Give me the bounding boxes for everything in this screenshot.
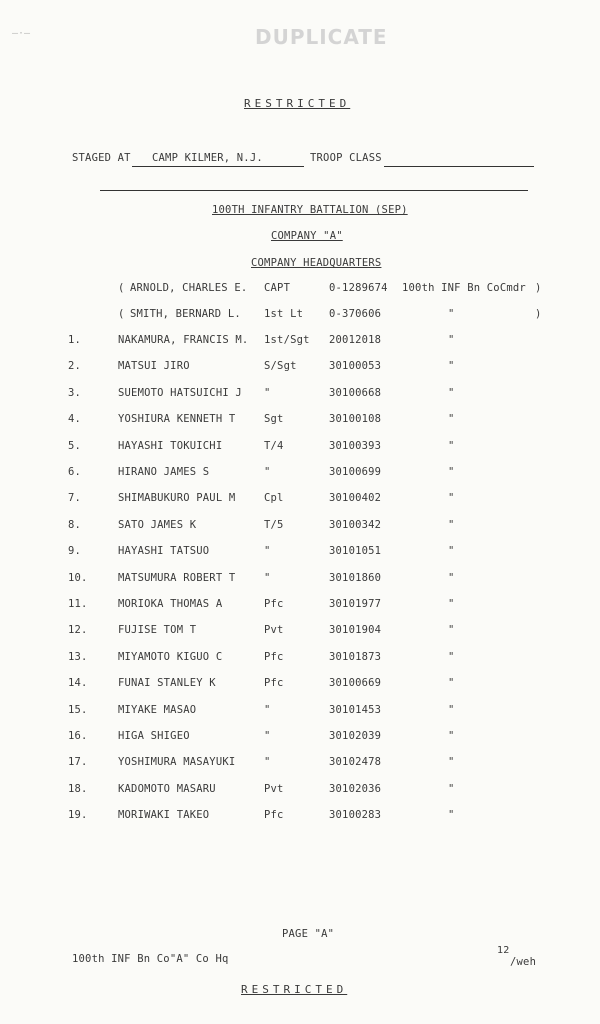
roster-name: MORIOKA THOMAS A: [118, 598, 223, 610]
roster-rank: Pfc: [264, 809, 284, 821]
roster-unit: ": [448, 598, 455, 610]
roster-name: YOSHIURA KENNETH T: [118, 413, 236, 425]
troop-class-underline: [384, 166, 534, 167]
roster-serial: 30100053: [329, 360, 382, 372]
roster-unit: ": [448, 704, 455, 716]
roster-unit: ": [448, 440, 455, 452]
footer-number: 12: [497, 945, 510, 956]
roster-name: MIYAMOTO KIGUO C: [118, 651, 223, 663]
roster-serial: 30100668: [329, 387, 382, 399]
roster-serial: 30101453: [329, 704, 382, 716]
roster-rank: ": [264, 572, 271, 584]
officer-unit: ": [448, 308, 455, 320]
roster-rank: Pfc: [264, 677, 284, 689]
officer-rank: CAPT: [264, 282, 291, 294]
roster-serial: 30101051: [329, 545, 382, 557]
footer-unit: 100th INF Bn Co"A" Co Hq: [72, 953, 229, 965]
roster-serial: 30100283: [329, 809, 382, 821]
roster-number: 11.: [68, 598, 88, 610]
roster-unit: ": [448, 756, 455, 768]
roster-unit: ": [448, 651, 455, 663]
roster-rank: ": [264, 704, 271, 716]
officer-unit: 100th INF Bn CoCmdr: [402, 282, 526, 294]
officer-serial: 0-1289674: [329, 282, 388, 294]
roster-unit: ": [448, 360, 455, 372]
officer-open-paren: (: [118, 282, 125, 294]
roster-serial: 30100393: [329, 440, 382, 452]
roster-name: HIRANO JAMES S: [118, 466, 210, 478]
officer-serial: 0-370606: [329, 308, 382, 320]
roster-rank: 1st/Sgt: [264, 334, 310, 346]
staged-at-label: STAGED AT: [72, 152, 131, 164]
roster-name: HIGA SHIGEO: [118, 730, 190, 742]
stray-mark: —·—: [12, 28, 31, 39]
roster-unit: ": [448, 809, 455, 821]
roster-number: 3.: [68, 387, 82, 399]
roster-serial: 30100108: [329, 413, 382, 425]
roster-name: HAYASHI TOKUICHI: [118, 440, 223, 452]
officer-rank: 1st Lt: [264, 308, 304, 320]
roster-number: 1.: [68, 334, 82, 346]
roster-name: MORIWAKI TAKEO: [118, 809, 210, 821]
roster-number: 4.: [68, 413, 82, 425]
roster-number: 15.: [68, 704, 88, 716]
roster-number: 14.: [68, 677, 88, 689]
roster-name: NAKAMURA, FRANCIS M.: [118, 334, 249, 346]
roster-number: 12.: [68, 624, 88, 636]
staged-at-value: CAMP KILMER, N.J.: [152, 152, 263, 164]
roster-unit: ": [448, 545, 455, 557]
roster-serial: 30102036: [329, 783, 382, 795]
roster-rank: Pvt: [264, 624, 284, 636]
roster-serial: 30102039: [329, 730, 382, 742]
roster-number: 16.: [68, 730, 88, 742]
roster-rank: ": [264, 466, 271, 478]
officer-name: ARNOLD, CHARLES E.: [130, 282, 248, 294]
roster-rank: Cpl: [264, 492, 284, 504]
roster-unit: ": [448, 677, 455, 689]
roster-name: FUNAI STANLEY K: [118, 677, 216, 689]
roster-rank: Pfc: [264, 598, 284, 610]
roster-number: 13.: [68, 651, 88, 663]
roster-unit: ": [448, 730, 455, 742]
section-title: COMPANY HEADQUARTERS: [251, 257, 382, 269]
roster-name: MIYAKE MASAO: [118, 704, 197, 716]
staged-at-underline: [132, 166, 304, 167]
restricted-header: RESTRICTED: [244, 97, 351, 110]
roster-rank: ": [264, 756, 271, 768]
roster-rank: ": [264, 545, 271, 557]
roster-serial: 30101873: [329, 651, 382, 663]
roster-unit: ": [448, 492, 455, 504]
troop-class-label: TROOP CLASS: [310, 152, 382, 164]
roster-unit: ": [448, 519, 455, 531]
roster-name: YOSHIMURA MASAYUKI: [118, 756, 236, 768]
roster-number: 5.: [68, 440, 82, 452]
roster-rank: T/4: [264, 440, 284, 452]
roster-unit: ": [448, 466, 455, 478]
roster-unit: ": [448, 334, 455, 346]
roster-number: 8.: [68, 519, 82, 531]
company-title: COMPANY "A": [271, 230, 343, 242]
roster-unit: ": [448, 624, 455, 636]
roster-name: SUEMOTO HATSUICHI J: [118, 387, 242, 399]
roster-rank: Sgt: [264, 413, 284, 425]
roster-number: 7.: [68, 492, 82, 504]
roster-unit: ": [448, 783, 455, 795]
roster-rank: ": [264, 387, 271, 399]
roster-serial: 30100699: [329, 466, 382, 478]
roster-number: 19.: [68, 809, 88, 821]
roster-serial: 30100669: [329, 677, 382, 689]
officer-close-paren: ): [535, 308, 542, 320]
roster-rank: Pvt: [264, 783, 284, 795]
roster-number: 2.: [68, 360, 82, 372]
roster-number: 10.: [68, 572, 88, 584]
roster-name: MATSUMURA ROBERT T: [118, 572, 236, 584]
unit-title: 100TH INFANTRY BATTALION (SEP): [212, 204, 408, 216]
roster-serial: 30101977: [329, 598, 382, 610]
roster-serial: 20012018: [329, 334, 382, 346]
header-rule: [100, 190, 528, 191]
footer-initials: /weh: [510, 956, 537, 968]
roster-name: KADOMOTO MASARU: [118, 783, 216, 795]
roster-number: 17.: [68, 756, 88, 768]
roster-rank: ": [264, 730, 271, 742]
roster-rank: Pfc: [264, 651, 284, 663]
roster-serial: 30100342: [329, 519, 382, 531]
roster-unit: ": [448, 387, 455, 399]
roster-name: MATSUI JIRO: [118, 360, 190, 372]
roster-serial: 30101860: [329, 572, 382, 584]
roster-number: 9.: [68, 545, 82, 557]
roster-number: 6.: [68, 466, 82, 478]
roster-number: 18.: [68, 783, 88, 795]
roster-serial: 30100402: [329, 492, 382, 504]
roster-serial: 30102478: [329, 756, 382, 768]
page-label: PAGE "A": [282, 928, 335, 940]
officer-open-paren: (: [118, 308, 125, 320]
roster-name: SHIMABUKURO PAUL M: [118, 492, 236, 504]
restricted-footer: RESTRICTED: [241, 983, 348, 996]
officer-name: SMITH, BERNARD L.: [130, 308, 241, 320]
officer-close-paren: ): [535, 282, 542, 294]
roster-rank: S/Sgt: [264, 360, 297, 372]
roster-name: SATO JAMES K: [118, 519, 197, 531]
roster-rank: T/5: [264, 519, 284, 531]
roster-unit: ": [448, 413, 455, 425]
roster-unit: ": [448, 572, 455, 584]
duplicate-stamp: DUPLICATE: [255, 25, 388, 49]
roster-name: FUJISE TOM T: [118, 624, 197, 636]
roster-serial: 30101904: [329, 624, 382, 636]
roster-name: HAYASHI TATSUO: [118, 545, 210, 557]
